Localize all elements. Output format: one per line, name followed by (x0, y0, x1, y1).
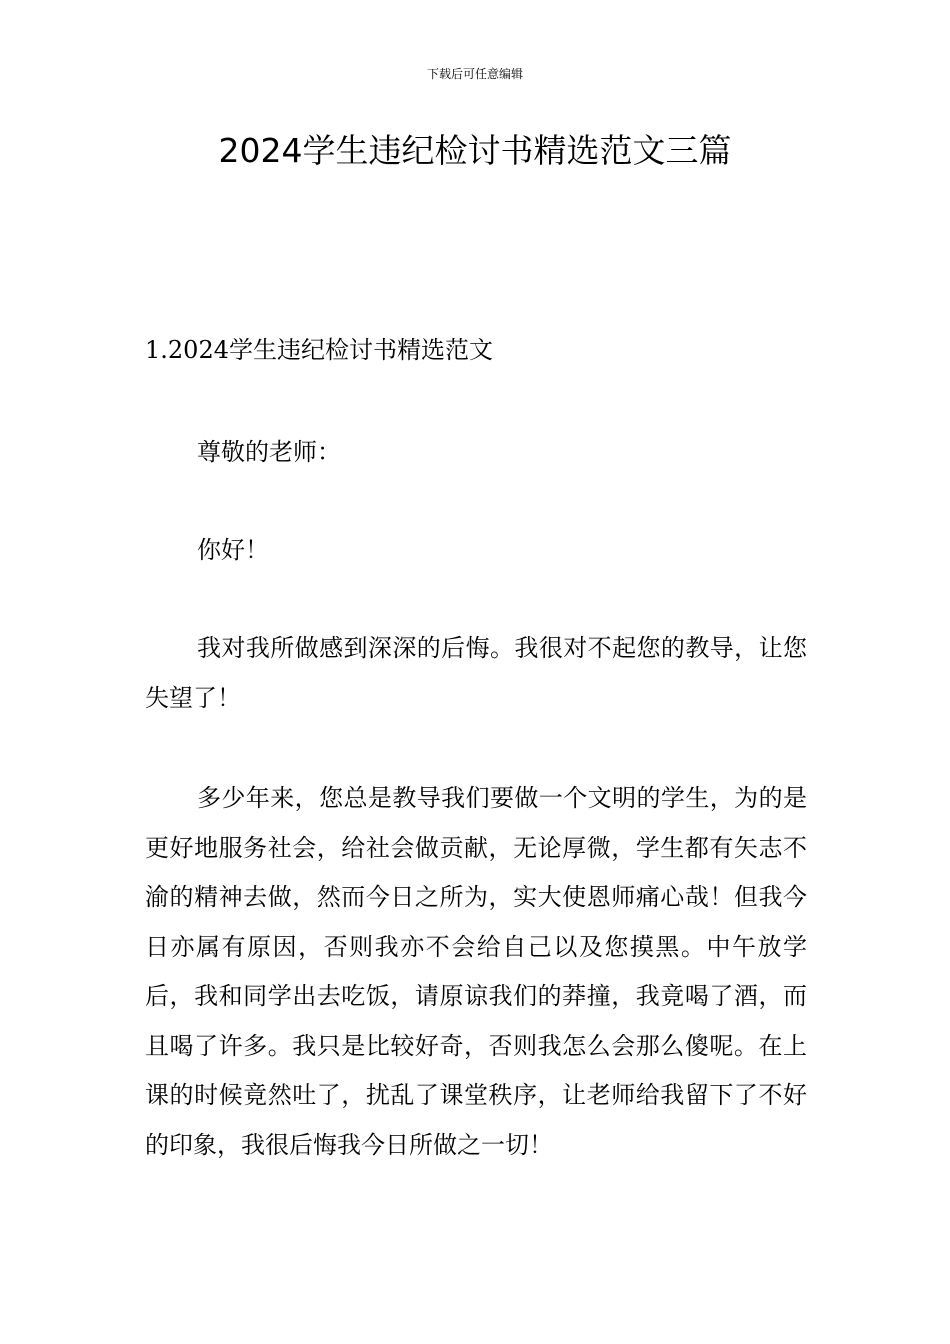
section-heading: 1.2024学生违纪检讨书精选范文 (145, 336, 493, 364)
document-title: 2024学生违纪检讨书精选范文三篇 (218, 131, 732, 170)
header-note: 下载后可任意编辑 (426, 67, 523, 81)
regret-paragraph: 我对我所做感到深深的后悔。我很对不起您的教导，让您失望了！ (145, 634, 807, 712)
greeting-paragraph: 你好！ (197, 536, 269, 564)
salutation-paragraph: 尊敬的老师： (197, 438, 341, 466)
body-paragraph: 多少年来，您总是教导我们要做一个文明的学生，为的是更好地服务社会，给社会做贡献，无论厚微，学生都有矢志不渝的精神去做，然而今日之所为，实大使恩师痛心哉！但我今日亦属有原因，否则我亦不会给自己以及您摸黑。中午放学后，我和同学出去吃饭，请原谅我们的莽撞，我竟喝了酒，而且喝了许多。我只是比较好奇，否则我怎么会那么傻呢。在上课的时候竟然吐了，扰乱了课堂秩序，让老师给我留下了不好的印象，我很后悔我今日所做之一切！ (145, 784, 807, 1159)
